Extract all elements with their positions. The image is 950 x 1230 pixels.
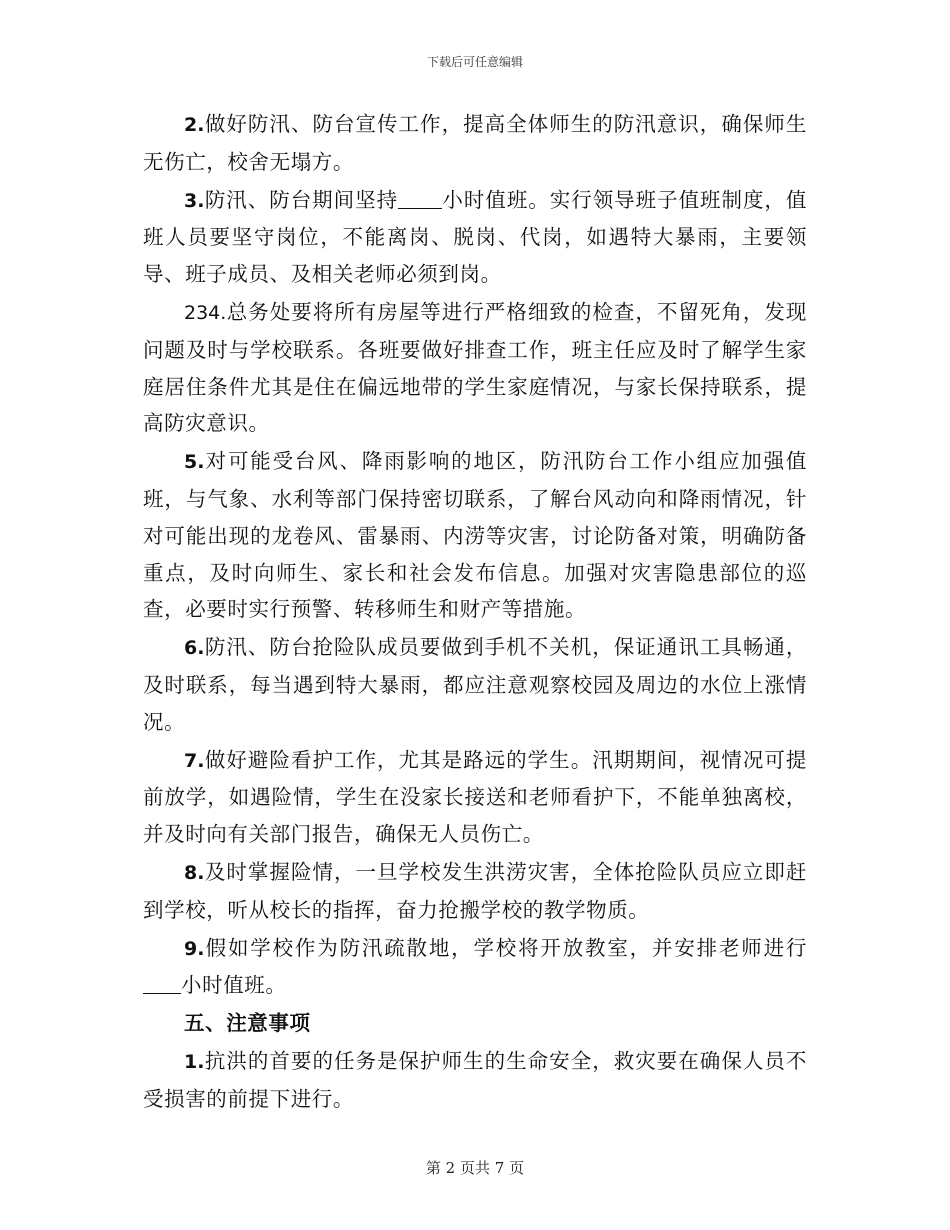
item-number: 5. (184, 451, 205, 474)
paragraph-item-8 (143, 854, 807, 929)
page-header: 下载后可任意编辑 (426, 55, 523, 69)
item-number: 8. (184, 861, 205, 884)
item-text: 防汛、防台抢险队成员要做到手机不关机，保证通讯工具畅通，及时联系，每当遇到特大暴雨，都应注意观察校园及周边的水位上涨情况。 (143, 635, 807, 734)
item-number: 9. (184, 937, 205, 960)
paragraph-section-item-1 (143, 1043, 807, 1118)
item-text: 及时掌握险情，一旦学校发生洪涝灾害，全体抢险队员应立即赶到学校，听从校长的指挥，奋力抢搬学校的教学物质。 (143, 859, 807, 922)
paragraph-item-7 (143, 742, 807, 853)
item-text: 小时值班。实行领导班子值班制度，值班人员要坚守岗位，不能离岗、脱岗、代岗，如遇特大暴雨，主要领导、班子成员、及相关老师必须到岗。 (143, 187, 808, 287)
item-number: 2. (184, 114, 205, 136)
fill-in-blank (398, 186, 442, 209)
item-text: 假如学校作为防汛疏散地，学校将开放教室，并安排老师进行 (204, 935, 807, 960)
section-heading: 五、注意事项 (184, 1011, 311, 1036)
paragraph-item-2 (143, 106, 807, 181)
item-number: 1. (184, 1050, 205, 1073)
document-body (143, 106, 807, 1118)
item-text: 做好避险看护工作，尤其是路远的学生。汛期期间，视情况可提前放学，如遇险情，学生在没家长接送和老师看护下，不能单独离校，并及时向有关部门报告，确保无人员伤亡。 (143, 747, 807, 847)
paragraph-item-5 (143, 443, 807, 628)
paragraph-item-3 (143, 182, 807, 293)
item-text: 总务处要将所有房屋等进行严格细致的检查，不留死角，发现问题及时与学校联系。各班要做好排查工作，班主任应及时了解学生家庭居住条件尤其是住在偏远地带的学生家庭情况，与家长保持联系，提高防灾意识。 (143, 299, 807, 436)
item-text: 对可能受台风、降雨影响的地区，防汛防台工作小组应加强值班，与气象、水利等部门保持密切联系，了解台风动向和降雨情况，针对可能出现的龙卷风、雷暴雨、内涝等灾害，讨论防备对策，明确防备重点，及时向师生、家长和社会发布信息。加强对灾害隐患部位的巡查，必要时实行预警、转移师生和财产等措施。 (143, 449, 807, 622)
fill-in-blank (143, 971, 181, 994)
item-number: 7. (184, 749, 205, 772)
item-text: 做好防汛、防台宣传工作，提高全体师生的防汛意识，确保师生无伤亡，校舍无塌方。 (143, 112, 807, 174)
item-number: 6. (184, 637, 205, 660)
paragraph-item-6 (143, 629, 807, 740)
item-number: 234. (184, 301, 227, 324)
item-text: 抗洪的首要的任务是保护师生的生命安全，救灾要在确保人员不受损害的前提下进行。 (143, 1048, 807, 1111)
paragraph-item-234 (143, 294, 807, 442)
item-text: 小时值班。 (181, 973, 287, 998)
page-number: 第 2 页共 7 页 (425, 1159, 525, 1177)
item-number: 3. (184, 189, 205, 212)
paragraph-item-9 (143, 930, 807, 1005)
item-text: 防汛、防台期间坚持 (204, 187, 399, 212)
